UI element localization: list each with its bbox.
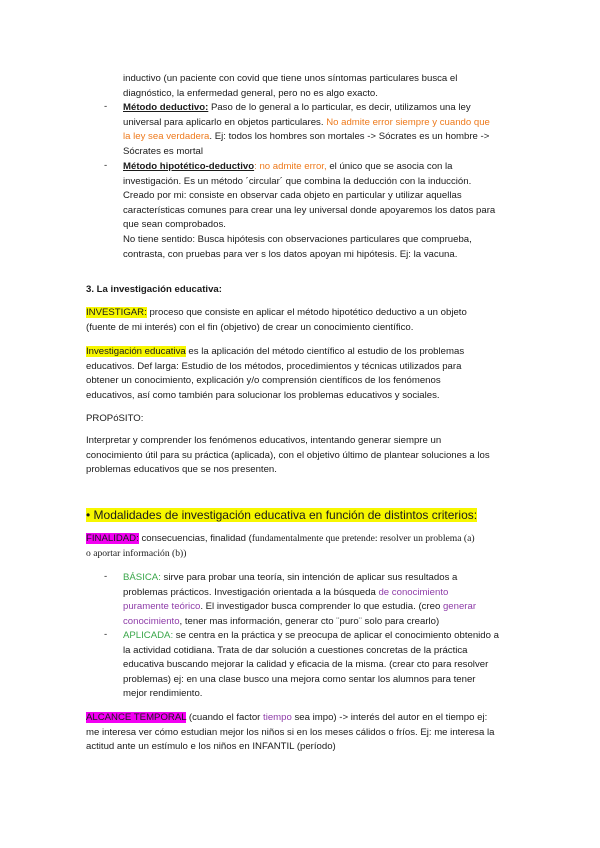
text-line: APLICADA: se centra en la práctica y se preocupa de aplicar el conocimiento obtenido a <box>123 630 499 641</box>
text-line: BÁSICA: sirve para probar una teoría, sin intención de aplicar sus resultados a <box>123 572 458 583</box>
aplicada-label: APLICADA: <box>123 630 174 641</box>
text-line: Creado por mi: consiste en observar cada objeto en particular y utilizar aquellas <box>123 190 462 202</box>
modalidades-heading: • Modalidades de investigación educativa en función de distintos criterios: <box>86 508 478 522</box>
bullet-dash: - <box>104 571 108 582</box>
text-line: problemas educativos que se nos presenten. <box>86 464 277 476</box>
alcance-temporal-paragraph <box>86 711 494 755</box>
text-line: Método hipotético-deductivo: no admite error, el único que se asocia con la <box>123 161 453 172</box>
text-line: diagnóstico, la enfermedad general, pero no es algo exacto. <box>123 87 378 99</box>
metodo-deductivo-item <box>123 101 490 159</box>
text-line: educativa buscando mejorar la calidad y eficacia de la misma. (crear cto para resolver <box>123 659 489 671</box>
text-line: Sócrates es mortal <box>123 145 203 157</box>
proposito-label: PROPóSITO: <box>86 413 144 424</box>
text-line: INVESTIGAR: proceso que consiste en aplicar el método hipotético deductivo a un objeto <box>86 307 467 318</box>
text-line: educativos. Def larga: Estudio de los métodos, procedimientos y técnicas utilizados para <box>86 360 462 372</box>
text-line: universal para aplicarlo en objetos particulares. No admite error siempre y cuando que <box>123 116 490 128</box>
text-line: problemas) ej: en una clase busco una mejora como sentar los alumnos para tener <box>123 673 476 685</box>
investigar-label: INVESTIGAR: <box>86 307 147 318</box>
text-line: conocimiento útil para su práctica (aplicada), con el objetivo último de plantear soluciones a los <box>86 449 490 461</box>
finalidad-label: FINALIDAD: <box>86 533 139 544</box>
text-line: Investigación educativa es la aplicación del método científico al estudio de los problemas <box>86 346 465 357</box>
inductivo-paragraph <box>123 72 457 101</box>
metodo-deductivo-label: Método deductivo: <box>123 102 209 113</box>
text-line: contrasta, con pruebas para ver s los datos apoyan mi hipótesis. Ej: la vacuna. <box>123 248 458 260</box>
bullet-dash: - <box>104 160 108 171</box>
text-line: Interpretar y comprender los fenómenos educativos, intentando generar siempre un <box>86 435 442 446</box>
text-line: la actividad cotidiana. Trata de dar solución a cuestiones concretas de la práctica <box>123 644 468 656</box>
text-line: educativos, así como también para solucionar los problemas educativos y sociales. <box>86 389 440 401</box>
text-line: puramente teórico. El investigador busca comprender lo que estudia. (creo generar <box>123 601 477 613</box>
alcance-temporal-label: ALCANCE TEMPORAL <box>86 712 187 723</box>
metodo-hipotetico-item <box>123 160 495 262</box>
text-line: o aportar información (b)) <box>86 547 187 559</box>
bullet-dash: - <box>104 629 108 640</box>
basica-label: BÁSICA: <box>123 572 161 583</box>
finalidad-paragraph <box>86 532 475 561</box>
investigar-paragraph <box>86 306 467 335</box>
text-line: inductivo (un paciente con covid que tiene unos síntomas particulares busca el <box>123 73 458 84</box>
text-line: problemas prácticos. Investigación orientada a la búsqueda de conocimiento <box>123 586 449 598</box>
text-line: obtener un conocimiento, explicación y/o comprensión científicos de los fenómenos <box>86 375 441 387</box>
aplicada-item <box>123 629 499 702</box>
text-line: la ley sea verdadera. Ej: todos los hombres son mortales -> Sócrates es un hombre -> <box>123 131 490 143</box>
text-line: FINALIDAD: consecuencias, finalidad (fundamentalmente que pretende: resolver un problema (a) <box>86 533 475 544</box>
text-line: ALCANCE TEMPORAL (cuando el factor tiempo sea impo) -> interés del autor en el tiempo ej: <box>86 712 488 723</box>
bullet-dash: - <box>104 101 108 112</box>
proposito-paragraph <box>86 434 490 478</box>
text-line: mejor rendimiento. <box>123 688 203 700</box>
text-line: conocimiento, tener mas información, generar cto ¨puro¨ solo para crearlo) <box>123 615 440 627</box>
text-line: (fuente de mi interés) con el fin (objetivo) de crear un conocimiento científico. <box>86 321 414 333</box>
text-line: actitud ante un estímulo e los niños en INFANTIL (período) <box>86 741 336 753</box>
section-heading: 3. La investigación educativa: <box>86 284 222 295</box>
basica-item <box>123 571 476 629</box>
text-line: Método deductivo: Paso de lo general a lo particular, es decir, utilizamos una ley <box>123 102 471 113</box>
investigacion-educativa-paragraph <box>86 345 464 403</box>
text-line: que sean comprobados. <box>123 219 226 231</box>
text-line: me interesa ver cómo estudian mejor los niños si en los meses cálidos o fríos. Ej: me interesa la <box>86 726 495 738</box>
text-line: investigación. Es un método ´circular´ que combina la deducción con la inducción. <box>123 175 472 187</box>
text-line: características comunes para crear una ley universal donde apoyaremos los datos para <box>123 204 496 216</box>
text-line: No tiene sentido: Busca hipótesis con observaciones particulares que comprueba, <box>123 233 472 245</box>
investigacion-educativa-label: Investigación educativa <box>86 346 186 357</box>
metodo-hipotetico-label: Método hipotético-deductivo <box>123 161 255 172</box>
